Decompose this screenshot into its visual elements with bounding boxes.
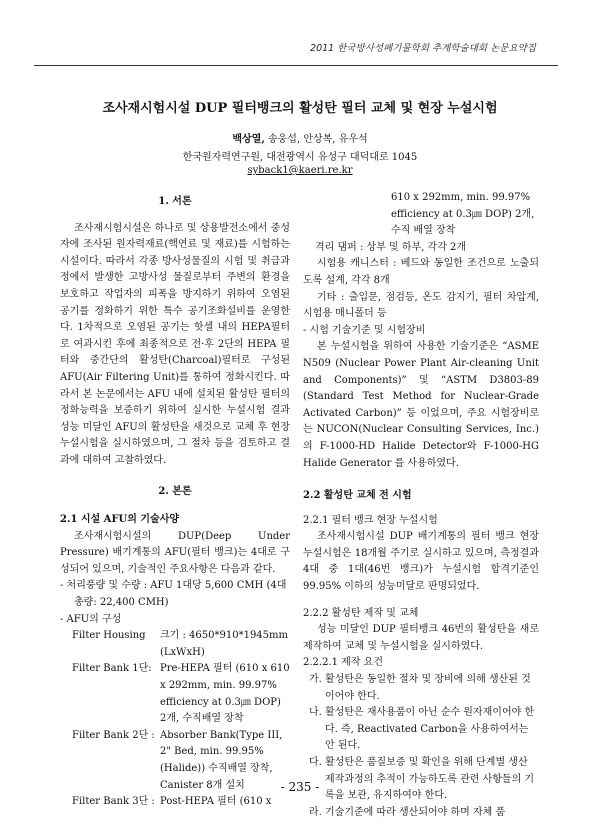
subsection-2-2-1-heading: 2.2.1 필터 뱅크 현장 누설시험 [303, 514, 438, 526]
email-text[interactable]: syback1@kaeri.re.kr [247, 165, 353, 176]
damper-line: 격리 댐퍼 : 상부 및 하부, 각각 2개 [315, 241, 467, 253]
filter-bank-3-value: Post-HEPA 필터 (610 x [160, 796, 272, 808]
misc-line: 기타 : 출입문, 점검등, 온도 감지기, 필터 차압계, 시험용 매니폴더 등 [303, 291, 539, 320]
subsection-2-2-2-heading: 2.2.2 활성탄 제작 및 교체 [303, 607, 419, 619]
filter-bank-3-label: Filter Bank 3단 : [72, 796, 155, 808]
filter-bank-1-row [60, 661, 290, 727]
filter-bank-2-value: Absorber Bank(Type III, 2" Bed, min. 99.95%(Halide)) 수직배열 장착, Canister 8개 설치 [160, 729, 283, 791]
filter-bank-2-label: Filter Bank 2단 : [72, 729, 155, 741]
paper-title: 조사재시험시설 DUP 필터뱅크의 활성탄 필터 교체 및 현장 누설시험 [102, 101, 498, 116]
co-authors: 송웅섭, 안상복, 유우석 [264, 134, 368, 145]
filter-bank-3-continued: 610 x 292mm, min. 99.97% efficiency at 0.3㎛ DOP) 2개, 수직 배열 장착 [391, 192, 535, 237]
paragraph-2-1: 조사재시험시설의 DUP(Deep Under Pressure) 배기계통의 AFU(필터 뱅크)는 4대로 구성되어 있으며, 기술적인 주요사항은 다음과 같다. [60, 530, 290, 575]
filter-housing-value: 크기 : 4650*910*1945mm (LxWxH) [160, 630, 288, 658]
paragraph-2-2-2: 성능 미달인 DUP 필터뱅크 46번의 활성탄을 새로 제작하여 교체 및 누설시험을 실시하였다. [303, 624, 539, 652]
bullet-flow: - 처리풍량 및 수량 : AFU 1대당 5,600 CMH (4대 총량: 22,400 CMH) [60, 580, 287, 609]
author-line [0, 130, 600, 145]
right-column [303, 190, 539, 821]
header-rule [34, 65, 558, 66]
subsection-2-1-heading: 2.1 시설 AFU의 기술사양 [60, 514, 180, 526]
first-author: 백상열, [232, 134, 265, 145]
paragraph-2-2-1: 조사재시험시설 DUP 배기계통의 필터 뱅크 현장 누설시험은 18개월 주기로 실시하고 있으며, 측정결과 4대 중 1대(46번 뱅크)가 누설시험 합격기준인 99.95% 이하의 성능미달로 판명되었다. [303, 531, 539, 593]
filter-bank-1-value: Pre-HEPA 필터 (610 x 610 x 292mm, min. 99.97% efficiency at 0.3㎛ DOP) 2개, 수직배열 장착 [160, 663, 290, 725]
filter-bank-1-label: Filter Bank 1단: [72, 663, 152, 675]
standards-paragraph: 본 누설시험을 위하여 사용한 기술기준은 “ASME N509 (Nuclear Power Plant Air-cleaning Unit and Components)” 및 “ASTM D3803-89 (Standard Test Method for Nuclear-Grade Activated Carbon)” 등 이었으며, 주요 시험장비로는 NUCON(Nuclear Consulting Services, Inc.)의 F-1000-HD Halide Detector와 F-1000-HG Halide Generator 를 사용하였다. [303, 341, 539, 469]
filter-housing-row [60, 628, 290, 661]
intro-paragraph: 조사재시험시설은 하나로 및 상용발전소에서 중성자에 조사된 원자력재료(핵연료 및 재료)를 시험하는 시설이다. 따라서 각종 방사성물질의 시험 및 취급과정에서 발생한 고방사성 물질로부터 주변의 환경을 보호하고 작업자의 피폭을 방지하기 위하여 오염된 공기를 정화하기 위한 특수 공기조화설비를 운영한다. 1차적으로 오염된 공기는 핫셀 내의 HEPA필터로 여과시킨 후에 최종적으로 전·후 2단의 HEPA 필터와 중간단의 활성탄(Charcoal)필터로 구성된 AFU(Air Filtering Unit)를 통하여 정화시킨다. 따라서 본 논문에서는 AFU 내에 설치된 활성탄 필터의 정화능력을 보증하기 위하여 실시한 누설시험 결과 성능 미달인 AFU의 활성탄을 새것으로 교체 후 현장 누설시험을 실시하였으며, 그 절차 등을 검토하고 결과에 대하여 고찰하였다. [60, 222, 290, 466]
bullet-afu-config: - AFU의 구성 [60, 613, 122, 625]
filter-bank-3-row [60, 794, 290, 811]
canister-line: 시험용 캐니스터 : 베드와 동일한 조건으로 노출되도록 설계, 각각 8개 [303, 258, 539, 286]
bullet-test-standards: - 시험 기술기준 및 시험장비 [303, 324, 426, 336]
requirement-ga: 가. 활성탄은 동일한 절차 및 장비에 의해 생산된 것이어야 한다. [309, 674, 531, 702]
section-intro-heading: 1. 서론 [158, 196, 192, 207]
left-column [60, 190, 290, 811]
page-number: - 235 - [280, 780, 320, 794]
filter-housing-label: Filter Housing [72, 630, 146, 642]
requirement-ra: 라. 기술기준에 따라 생산되어야 하며 자체 품 [309, 806, 506, 818]
journal-header: 2011 한국방사성폐기물학회 추계학술대회 논문요약집 [310, 43, 536, 54]
subsection-2-2-heading: 2.2 활성탄 교체 전 시험 [303, 490, 412, 502]
subsection-2-2-2-1-heading: 2.2.2.1 제작 요건 [303, 657, 383, 669]
affiliation: 한국원자력연구원, 대전광역시 유성구 대덕대로 1045 [182, 152, 418, 163]
requirement-da: 다. 활성탄은 품질보증 및 확인을 위해 단계별 생산 제작과정의 추적이 가능하도록 관련 사항들의 기록을 보관, 유지하여야 한다. [309, 757, 535, 802]
email[interactable] [0, 165, 600, 176]
requirement-na: 나. 활성탄은 재사용품이 아닌 순수 원자재이어야 한다. 즉, Reactivated Carbon을 사용하여서는 안 된다. [309, 707, 535, 752]
section-body-heading: 2. 본론 [158, 485, 192, 497]
